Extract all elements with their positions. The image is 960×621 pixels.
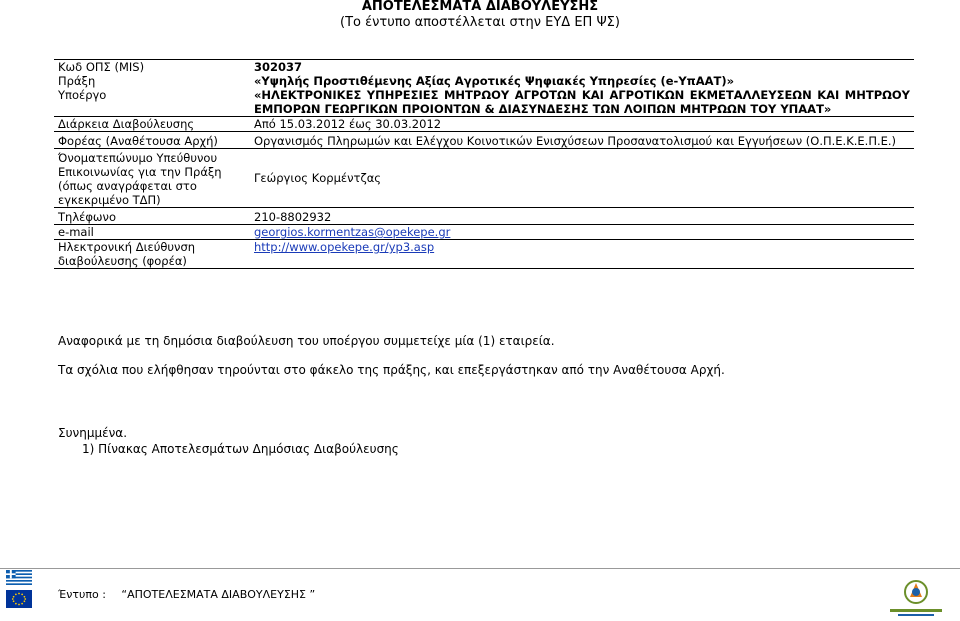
- footer-form-name: “ΑΠΟΤΕΛΕΣΜΑΤΑ ΔΙΑΒΟΥΛΕΥΣΗΣ ”: [121, 588, 316, 601]
- row-mis: [54, 60, 914, 75]
- email-link[interactable]: georgios.kormentzas@opekepe.gr: [254, 225, 451, 239]
- footer-divider: [0, 568, 960, 569]
- body-value: Οργανισμός Πληρωμών και Ελέγχου Κοινοτικών Ενισχύσεων Προσανατολισμού και Εγγυήσεων (Ο.Π.Ε.Κ.Ε.Π.Ε.): [244, 132, 914, 149]
- document-subtitle: (Το έντυπο αποστέλλεται στην ΕΥΔ ΕΠ ΨΣ): [340, 15, 620, 30]
- action-value: «Υψηλής Προστιθέμενης Αξίας Αγροτικές Ψηφιακές Υπηρεσίες (e-ΥπΑΑΤ)»: [254, 74, 735, 88]
- mis-label: Κωδ ΟΠΣ (MIS): [54, 60, 244, 75]
- row-email: [54, 225, 914, 240]
- row-duration: [54, 117, 914, 132]
- attachment-item-1: 1) Πίνακας Αποτελεσμάτων Δημόσιας Διαβούλευσης: [82, 442, 399, 456]
- duration-value: Από 15.03.2012 έως 30.03.2012: [244, 117, 914, 132]
- email-label: e-mail: [54, 225, 244, 240]
- subproject-value: «ΗΛΕΚΤΡΟΝΙΚΕΣ ΥΠΗΡΕΣΙΕΣ ΜΗΤΡΩΟΥ ΑΓΡΟΤΩΝ ΚΑΙ ΑΓΡΟΤΙΚΩΝ ΕΚΜΕΤΑΛΛΕΥΣΕΩΝ ΚΑΙ ΜΗΤΡΩΟΥ ΕΜΠΟΡΩΝ ΓΕΩΡΓΙΚΩΝ ΠΡΟΙΟΝΤΩΝ & ΔΙΑΣΥΝΔΕΣΗΣ ΤΩΝ ΛΟΙΠΩΝ ΜΗΤΡΩΩΝ ΤΟΥ ΥΠΑΑΤ»: [254, 88, 910, 116]
- greek-flag-icon: [6, 570, 32, 585]
- contact-value: Γεώργιος Κορμέντζας: [244, 149, 914, 208]
- url-label: Ηλεκτρονική Διεύθυνση διαβούλευσης (φορέα): [54, 240, 244, 269]
- eu-flag-icon: [6, 590, 32, 608]
- row-action: [54, 74, 914, 88]
- email-cell: [244, 225, 914, 240]
- contact-label: Όνοματεπώνυμο Υπεύθυνου Επικοινωνίας για την Πράξη (όπως αναγράφεται στο εγκεκριμένο ΤΔΠ): [54, 149, 244, 208]
- document-header: [0, 0, 960, 32]
- footer-form-label: Έντυπο :: [58, 588, 106, 601]
- row-subproject: [54, 88, 914, 117]
- mis-value: 302037: [244, 60, 914, 75]
- action-label: Πράξη: [58, 74, 96, 88]
- row-url: [54, 240, 914, 269]
- body-label: Φορέας (Αναθέτουσα Αρχή): [54, 132, 244, 149]
- consultation-url-link[interactable]: http://www.opekepe.gr/yp3.asp: [254, 240, 435, 254]
- row-body: [54, 132, 914, 149]
- document-title: ΑΠΟΤΕΛΕΣΜΑΤΑ ΔΙΑΒΟΥΛΕΥΣΗΣ: [361, 0, 599, 14]
- url-cell: [244, 240, 914, 269]
- phone-label: Τηλέφωνο: [54, 208, 244, 225]
- psifiaki-ellada-logo-icon: [880, 577, 952, 619]
- footer-form-text: [58, 589, 315, 601]
- duration-label: Διάρκεια Διαβούλευσης: [54, 117, 244, 132]
- row-phone: [54, 208, 914, 225]
- row-contact: [54, 149, 914, 208]
- subproject-label: Υποέργο: [58, 88, 107, 102]
- phone-value: 210-8802932: [244, 208, 914, 225]
- paragraph-participation: Αναφορικά με τη δημόσια διαβούλευση του υποέργου συμμετείχε μία (1) εταιρεία.: [58, 334, 555, 348]
- attachments-label: Συνημμένα.: [58, 426, 128, 440]
- consultation-info-table: [54, 59, 914, 269]
- paragraph-comments: Τα σχόλια που ελήφθησαν τηρούνται στο φάκελο της πράξης, και επεξεργάστηκαν από την Αναθέτουσα Αρχή.: [58, 363, 725, 377]
